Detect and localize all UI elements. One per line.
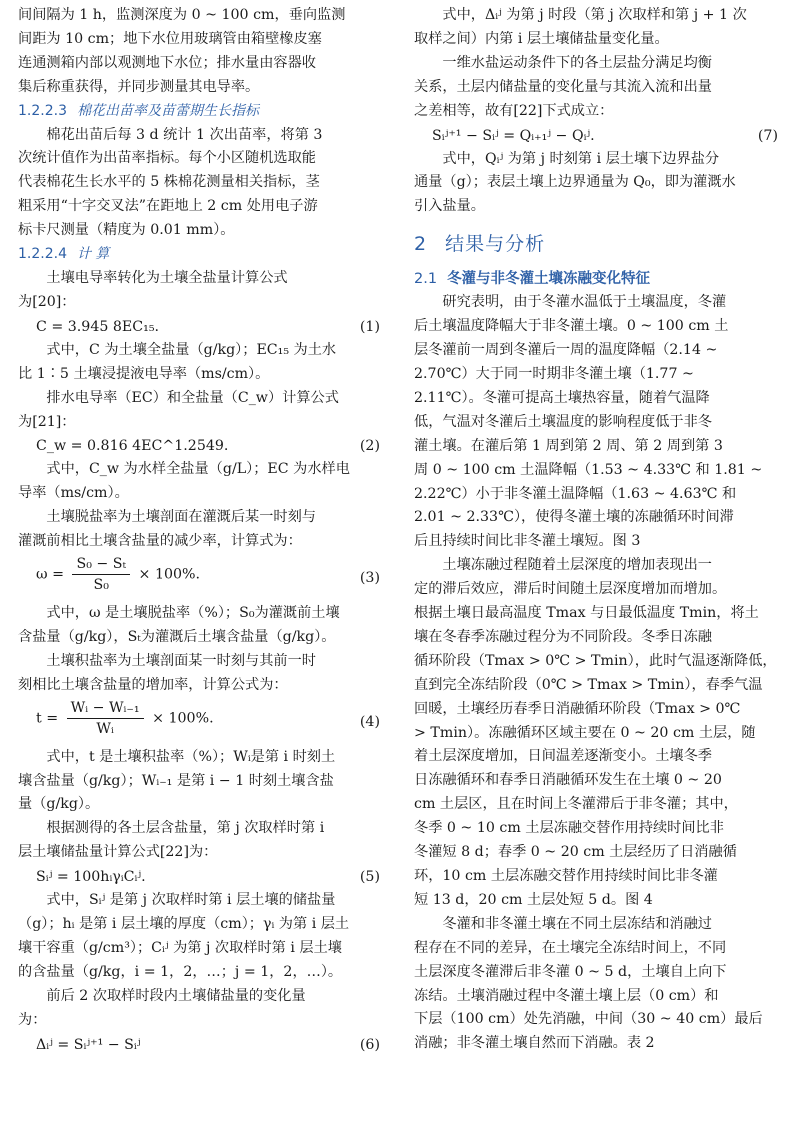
paragraph-line: 的含盐量（g/kg，i = 1，2，…；j = 1，2，…）。 [18, 963, 343, 980]
paragraph-line: 标卡尺测量（精度为 0.01 mm）。 [18, 222, 235, 239]
paragraph-line: 量（g/kg）。 [18, 796, 100, 813]
paragraph-line: 代表棉花生长水平的 5 株棉花测量相关指标，茎 [18, 174, 320, 191]
equation-lhs: ω = [36, 566, 64, 583]
paragraph-line: 为[20]： [18, 293, 76, 310]
paragraph-line: 关系，土层内储盐量的变化量与其流入流和出量 [414, 78, 712, 95]
paragraph-line: 冻结。土壤消融过程中冬灌土壤上层（0 cm）和 [414, 987, 719, 1004]
equation-number: (7) [757, 127, 778, 144]
paragraph-line: 根据土壤日最高温度 Tmax 与日最低温度 Tmin，将土 [414, 605, 759, 622]
paragraph-line: 式中，C 为土壤全盐量（g/kg）；EC₁₅ 为土水 [46, 341, 337, 358]
left-column [18, 4, 386, 1057]
equation-number: (4) [359, 713, 380, 730]
paragraph-line: 式中，Qᵢʲ 为第 j 时刻第 i 层土壤下边界盐分 [442, 150, 720, 167]
fraction [67, 698, 144, 739]
paragraph-line: 消融；非冬灌土壤自然而下消融。表 2 [414, 1035, 655, 1052]
heading-title: 棉花出苗率及苗蕾期生长指标 [76, 102, 259, 119]
paragraph-line: 层土壤储盐量计算公式[22]为： [18, 844, 218, 861]
equation-7 [414, 124, 784, 148]
paragraph-line: 低，气温对冬灌后土壤温度的影响程度低于非冬 [414, 413, 712, 430]
heading-title: 结果与分析 [445, 233, 546, 256]
equation-body: Δᵢʲ = Sᵢʲ⁺¹ − Sᵢʲ [36, 1036, 141, 1053]
section-heading-2 [414, 229, 784, 259]
paragraph-line: 之差相等，故有[22]下式成立： [414, 102, 614, 119]
paragraph-line: 土壤积盐率为土壤剖面某一时刻与其前一时 [46, 652, 316, 669]
paragraph-line: 为： [18, 1011, 47, 1028]
paragraph-line: 冬季 0 ~ 10 cm 土层冻融交替作用持续时间比非 [414, 820, 724, 837]
numerator: S₀ − Sₜ [72, 554, 130, 575]
paragraph-line: 2.70℃）大于同一时期非冬灌土壤（1.77 ~ [414, 365, 694, 382]
paragraph-line: 土壤冻融过程随着土层深度的增加表现出一 [442, 557, 712, 574]
equation-body: C = 3.945 8EC₁₅. [36, 318, 160, 335]
equation-5 [18, 865, 386, 889]
paragraph-line: 短 13 d，20 cm 土层处短 5 d。图 4 [414, 891, 653, 908]
paragraph-line: 前后 2 次取样时段内土壤储盐量的变化量 [46, 987, 306, 1004]
paragraph-line: 层冬灌前一周到冬灌后一周的温度降幅（2.14 ~ [414, 342, 718, 359]
paragraph-line: 土壤电导率转化为土壤全盐量计算公式 [46, 269, 288, 286]
paragraph-line: 壤含盐量（g/kg）；Wᵢ₋₁ 是第 i − 1 时刻土壤含盐 [18, 772, 334, 789]
paragraph-line: 式中，Δᵢʲ 为第 j 时段（第 j 次取样和第 j + 1 次 [442, 7, 747, 23]
paragraph-line: 2.01 ~ 2.33℃），使得冬灌土壤的冻融循环时间滞 [414, 509, 734, 526]
equation-2 [18, 434, 386, 458]
paragraph-line: 直到完全冻结阶段（0℃ > Tmax > Tmin），春季气温 [414, 676, 763, 693]
denominator: Wᵢ [96, 720, 114, 737]
paragraph-line: 为[21]： [18, 413, 76, 430]
equation-body: Sᵢʲ⁺¹ − Sᵢʲ = Qᵢ₊₁ʲ − Qᵢʲ. [432, 127, 595, 144]
heading-number: 2.1 [414, 271, 438, 288]
paragraph-line: 式中，Sᵢʲ 是第 j 次取样时第 i 层土壤的储盐量 [46, 892, 336, 909]
paragraph-line: 间距为 10 cm；地下水位用玻璃管由箱壁橡皮塞 [18, 30, 322, 47]
paragraph-line: 下层（100 cm）处先消融，中间（30 ~ 40 cm）最后 [414, 1011, 763, 1028]
paragraph-line: 次统计值作为出苗率指标。每个小区随机选取能 [18, 150, 316, 167]
paragraph-line: 集后称重获得，并同步测量其电导率。 [18, 78, 260, 95]
paragraph-line: 刻相比土壤含盐量的增加率，计算公式为： [18, 676, 288, 693]
paragraph-line: 冬灌和非冬灌土壤在不同土层冻结和消融过 [442, 915, 712, 932]
paragraph-line: 回暖，土壤经历春季日消融循环阶段（Tmax > 0℃ [414, 700, 741, 717]
subsection-heading-21 [414, 267, 784, 291]
paragraph-line: 引入盐量。 [414, 198, 485, 215]
paragraph-line: 周 0 ~ 100 cm 土温降幅（1.53 ~ 4.33℃ 和 1.81 ~ [414, 461, 763, 478]
paragraph-line: 程存在不同的差异，在土壤完全冻结时间上，不同 [414, 939, 727, 956]
paragraph-line: 研究表明，由于冬灌水温低于土壤温度，冬灌 [442, 294, 727, 311]
paragraph-line: 通量（g）；表层土壤上边界通量为 Q₀，即为灌溉水 [414, 174, 736, 191]
paragraph-line: （g）；hᵢ 是第 i 层土壤的厚度（cm）；γᵢ 为第 i 层土 [18, 916, 350, 933]
paragraph-line: 灌溉前相比土壤含盐量的减少率，计算式为： [18, 533, 302, 550]
equation-body: Sᵢʲ = 100hᵢγᵢCᵢʲ. [36, 869, 146, 886]
paragraph-line: 间间隔为 1 h，监测深度为 0 ~ 100 cm，垂向监测 [18, 7, 346, 23]
equation-number: (3) [359, 570, 380, 587]
paragraph-line: 2.11℃）。冬灌可提高土壤热容量，随着气温降 [414, 389, 710, 406]
paragraph-line: 导率（ms/cm）。 [18, 485, 129, 502]
equation-4 [18, 698, 386, 746]
heading-number: 2 [414, 233, 428, 256]
paragraph-line: 土壤脱盐率为土壤剖面在灌溉后某一时刻与 [46, 509, 316, 526]
paragraph-line: 后且持续时间比非冬灌土壤短。图 3 [414, 533, 641, 550]
paragraph-line: 粗采用“十字交叉法”在距地上 2 cm 处用电子游 [18, 198, 318, 215]
heading-title: 冬灌与非冬灌土壤冻融变化特征 [447, 271, 651, 288]
paragraph-line: 一维水盐运动条件下的各土层盐分满足均衡 [442, 54, 712, 71]
paragraph-line: 着土层深度增加，日间温差逐渐变小。土壤冬季 [414, 748, 712, 765]
equation-body: C_w = 0.816 4EC^1.2549. [36, 438, 229, 455]
paragraph-line: 冬灌短 8 d；春季 0 ~ 20 cm 土层经历了日消融循 [414, 844, 737, 861]
paragraph-line: > Tmin）。冻融循环区域主要在 0 ~ 20 cm 土层，随 [414, 724, 756, 741]
right-column [414, 4, 784, 1056]
paragraph-line: 土层深度冬灌滞后非冬灌 0 ~ 5 d，土壤自上向下 [414, 963, 727, 980]
paragraph-line: 壤干容重（g/cm³）；Cᵢʲ 为第 j 次取样时第 i 层土壤 [18, 940, 342, 956]
paragraph-line: 取样之间）内第 i 层土壤储盐量变化量。 [414, 30, 669, 47]
equation-3 [18, 554, 386, 602]
numerator: Wᵢ − Wᵢ₋₁ [67, 698, 144, 719]
equation-number: (1) [359, 318, 380, 335]
paragraph-line: 连通测箱内部以观测地下水位；排水量由容器收 [18, 54, 316, 71]
paragraph-line: 壤在冬春季冻融过程分为不同阶段。冬季日冻融 [414, 628, 712, 645]
paragraph-line: 后土壤温度降幅大于非冬灌土壤。0 ~ 100 cm 土 [414, 318, 729, 335]
heading-title: 计 算 [76, 246, 110, 263]
paragraph-line: 棉花出苗后每 3 d 统计 1 次出苗率，将第 3 [46, 126, 323, 143]
paragraph-line: 式中，ω 是土壤脱盐率（%）；S₀为灌溉前土壤 [46, 605, 340, 622]
paragraph-line: 式中，C_w 为水样全盐量（g/L）；EC 为水样电 [46, 461, 350, 478]
equation-rhs: × 100%. [138, 566, 201, 583]
paragraph-line: 含盐量（g/kg），Sₜ为灌溉后土壤含盐量（g/kg）。 [18, 628, 336, 645]
paragraph-line: 比 1∶5 土壤浸提液电导率（ms/cm）。 [18, 365, 270, 382]
paragraph-line: 定的滞后效应，滞后时间随土层深度增加而增加。 [414, 581, 727, 598]
denominator: S₀ [93, 577, 109, 594]
paragraph-line: 排水电导率（EC）和全盐量（C_w）计算公式 [46, 389, 339, 406]
paragraph-line: 灌土壤。在灌后第 1 周到第 2 周、第 2 周到第 3 [414, 437, 723, 454]
paragraph-line: 2.22℃）小于非冬灌土温降幅（1.63 ~ 4.63℃ 和 [414, 485, 737, 502]
heading-number: 1.2.2.3 [18, 102, 67, 119]
equation-rhs: × 100%. [152, 710, 214, 727]
equation-number: (2) [359, 438, 380, 455]
paragraph-line: 日冻融循环和春季日消融循环发生在土壤 0 ~ 20 [414, 772, 722, 789]
paragraph-line: 循环阶段（Tmax > 0℃ > Tmin），此时气温逐渐降低， [414, 652, 777, 669]
equation-number: (6) [359, 1036, 380, 1053]
heading-number: 1.2.2.4 [18, 246, 67, 263]
paragraph-line: 环，10 cm 土层冻融交替作用持续时间比非冬灌 [414, 868, 718, 884]
equation-1 [18, 315, 386, 339]
paragraph-line: cm 土层区，且在时间上冬灌滞后于非冬灌；其中， [414, 796, 738, 813]
fraction [72, 554, 130, 595]
equation-lhs: t = [36, 710, 59, 727]
paragraph-line: 根据测得的各土层含盐量，第 j 次取样时第 i [46, 820, 325, 837]
subsection-heading-1224 [18, 243, 386, 267]
equation-6 [18, 1033, 386, 1057]
subsection-heading-1223 [18, 100, 386, 124]
equation-number: (5) [359, 869, 380, 886]
paragraph-line: 式中，t 是土壤积盐率（%）；Wᵢ是第 i 时刻土 [46, 748, 336, 765]
